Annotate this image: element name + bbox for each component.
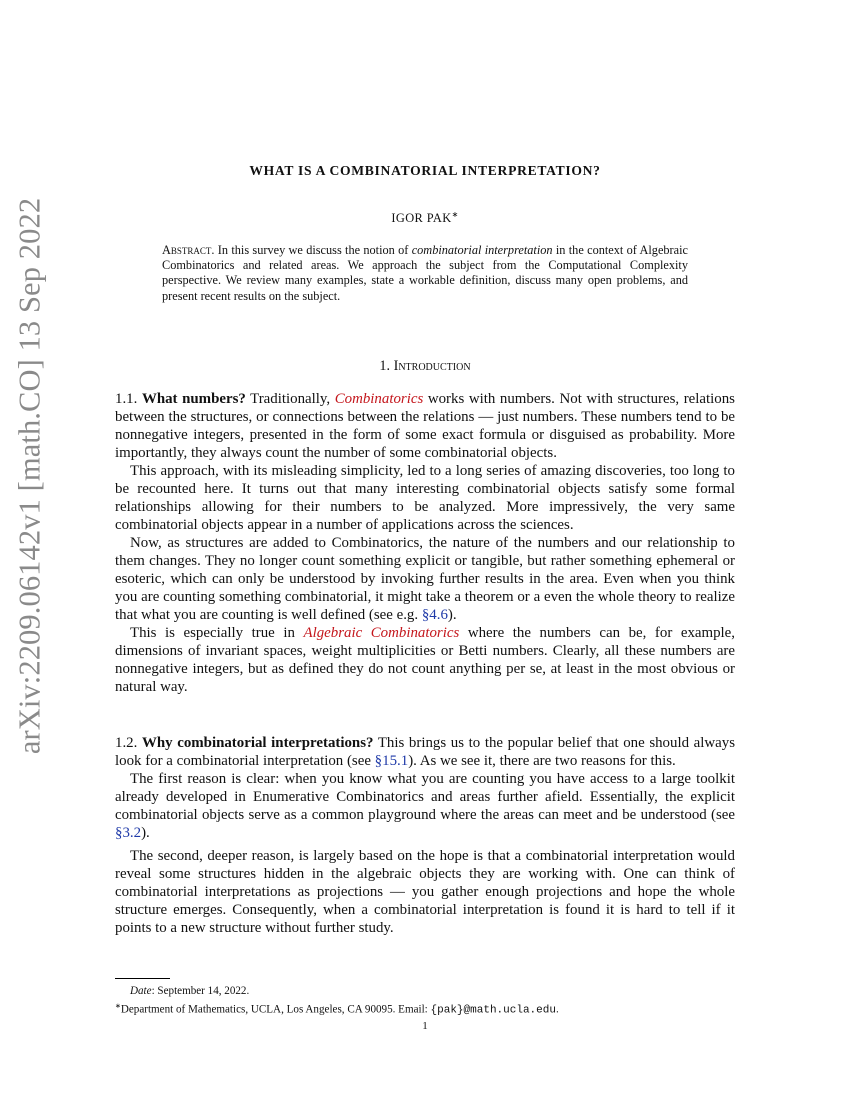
paragraph xyxy=(115,770,735,842)
abstract-emphasis: combinatorial interpretation xyxy=(411,243,553,257)
combinatorics-link[interactable]: Combinatorics xyxy=(334,391,424,407)
text-run: Now, as structures are added to Combinatorics, the nature of the numbers and our relationship to them changes. They no longer count something explicit or tangible, but rather something ephemeral or esoteric, which can only be understood by invoking further results in the area. Even when you think you are counting something combinatorial, it might take a theorem or a even the whole theory to realize that what you are counting is well defined (see e.g. xyxy=(115,535,735,623)
subsection-number: 1.1. xyxy=(115,391,138,407)
paragraph: This approach, with its misleading simplicity, led to a long series of amazing discoveries, too long to be recounted here. It turns out that many interesting combinatorial objects satisfy some formal relationships allowing for their numbers to be analyzed. More impressively, the very same combinatorial objects appear in a number of applications across the sciences. xyxy=(115,463,735,533)
footnote-rule xyxy=(115,978,170,979)
subsection-heading: Why combinatorial interpretations? xyxy=(141,735,374,751)
text-run: . xyxy=(555,1003,559,1016)
footnote-mark: ∗ xyxy=(115,1002,121,1010)
abstract-label: Abstract. xyxy=(162,243,215,257)
abstract xyxy=(162,243,688,304)
paper-title: WHAT IS A COMBINATORIAL INTERPRETATION? xyxy=(249,163,601,178)
date-value: : September 14, 2022. xyxy=(151,985,250,997)
subsection-heading: What numbers? xyxy=(141,391,246,407)
author-line xyxy=(115,206,735,227)
date-label: Date xyxy=(130,985,152,997)
text-run: ). As we see it, there are two reasons for this. xyxy=(408,753,676,769)
email-address[interactable]: {pak}@math.ucla.edu xyxy=(430,1004,556,1017)
author-footnote-mark: ∗ xyxy=(451,210,459,219)
algebraic-combinatorics-link[interactable]: Algebraic Combinatorics xyxy=(303,625,460,641)
text-run: ). xyxy=(447,607,457,623)
subsection-1-2 xyxy=(115,734,735,937)
text-run: This brings us to the popular belief that one should always look for a combinatorial interpretation (see xyxy=(115,735,735,769)
subsection-1-1 xyxy=(115,390,735,696)
arxiv-identifier: arXiv:2209.06142v1 [math.CO] 13 Sep 2022 xyxy=(12,197,47,755)
text-run: works with numbers. Not with structures, relations between the structures, or connections between the relations — just numbers. These numbers tend to be nonnegative integers, presented in the form of some exact formula or disguised as probability. More importantly, they always count the number of some combinatorial objects. xyxy=(115,391,735,461)
page-number: 1 xyxy=(422,1020,428,1032)
author-name: IGOR PAK xyxy=(391,211,452,226)
paragraph xyxy=(115,534,735,624)
footnote-affiliation xyxy=(115,999,735,1018)
paragraph xyxy=(115,624,735,696)
abstract-text-1: In this survey we discuss the notion of xyxy=(214,243,412,257)
text-run: ). xyxy=(141,825,150,841)
text-run: Traditionally, xyxy=(245,391,335,407)
footnote-date xyxy=(115,984,750,998)
abstract-text-2: in the context of Algebraic Combinatorics and related areas. We approach the subject from the Computational Complexity perspective. We review many examples, state a workable definition, discuss many open problems, and present recent results on the subject. xyxy=(162,243,688,303)
section-ref-link[interactable]: §3.2 xyxy=(115,825,142,841)
paragraph: The second, deeper reason, is largely based on the hope is that a combinatorial interpretation would reveal some structures hidden in the algebraic objects they are working with. One can think of combinatorial interpretations as projections — you gather enough projections and hope the whole structure emerges. Consequently, when a combinatorial interpretation is found it is hard to tell if it points to a new structure without further study. xyxy=(115,848,735,936)
text-run: The first reason is clear: when you know what you are counting you have access to a large toolkit already developed in Enumerative Combinatorics and areas further afield. Essentially, the explicit combinatorial objects serve as a common playground where the areas can meet and be understood (see xyxy=(115,771,735,823)
paragraph xyxy=(115,734,735,770)
subsection-number: 1.2. xyxy=(115,735,138,751)
paragraph xyxy=(115,390,735,462)
section-ref-link[interactable]: §4.6 xyxy=(421,607,448,623)
arxiv-sidebar xyxy=(0,0,60,1100)
section-ref-link[interactable]: §15.1 xyxy=(374,753,409,769)
affiliation-text: Department of Mathematics, UCLA, Los Angeles, CA 90095. Email: xyxy=(120,1003,431,1016)
section-heading-introduction: 1. Introduction xyxy=(379,358,471,374)
text-run: where the numbers can be, for example, dimensions of invariant spaces, weight multiplicities or Betti numbers. Clearly, all these numbers are nonnegative integers, but as defined they do not count anything per se, at least in the most obvious or natural way. xyxy=(115,625,735,695)
text-run: This is especially true in xyxy=(130,625,304,641)
